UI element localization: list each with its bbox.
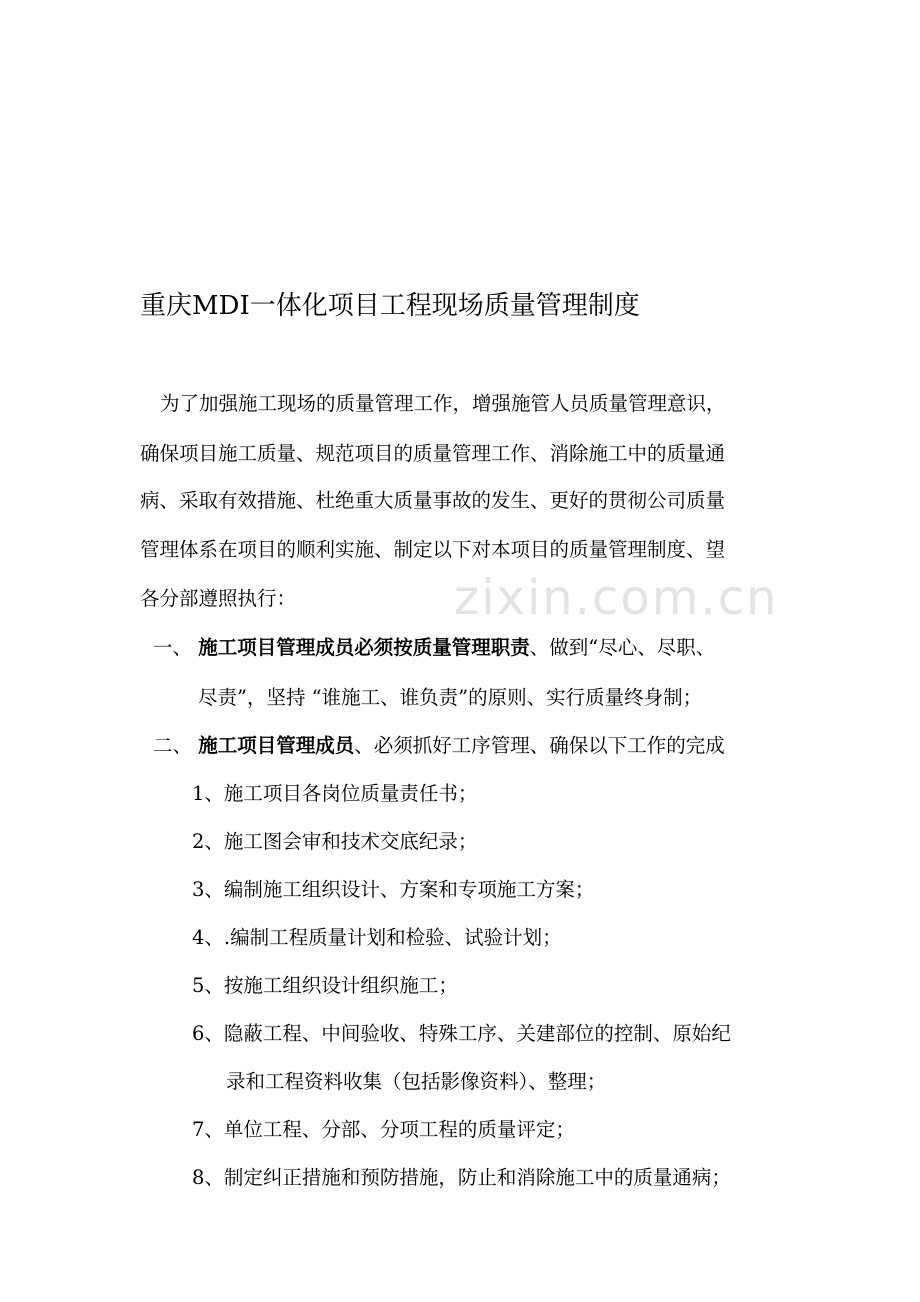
section-1-bold: 施工项目管理成员必须按质量管理职责 <box>198 636 530 659</box>
list-item-8: 8、制定纠正措施和预防措施，防止和消除施工中的质量通病； <box>192 1166 731 1189</box>
intro-line-2: 确保项目施工质量、规范项目的质量管理工作、消除施工中的质量通 <box>140 442 726 465</box>
section-2-number: 二、 <box>153 734 193 757</box>
list-item-4: 4、.编制工程质量计划和检验、试验计划； <box>192 926 562 949</box>
section-2 <box>153 730 725 758</box>
section-1-number: 一、 <box>153 636 193 659</box>
list-item-3: 3、编制施工组织设计、方案和专项施工方案； <box>192 878 595 901</box>
intro-line-5: 各分部遵照执行： <box>140 587 297 610</box>
list-item-5: 5、按施工组织设计组织施工； <box>192 974 458 997</box>
intro-line-4: 管理体系在项目的顺利实施、制定以下对本项目的质量管理制度、望 <box>140 538 726 561</box>
section-1 <box>153 632 715 660</box>
intro-line-3: 病、采取有效措施、杜绝重大质量事故的发生、更好的贯彻公司质量 <box>140 489 726 512</box>
section-1-continuation: 尽责”，坚持 “谁施工、谁负责”的原则、实行质量终身制； <box>198 686 703 709</box>
intro-line-1: 为了加强施工现场的质量管理工作，增强施管人员质量管理意识， <box>160 392 726 415</box>
watermark: zixin.com.cn <box>454 570 779 626</box>
list-item-1: 1、施工项目各岗位质量责任书； <box>192 782 478 805</box>
list-item-6-continuation: 录和工程资料收集（包括影像资料）、整理； <box>226 1070 607 1093</box>
list-item-6: 6、隐蔽工程、中间验收、特殊工序、关建部位的控制、原始纪 <box>192 1022 731 1045</box>
section-2-rest: 、必须抓好工序管理、确保以下工作的完成 <box>354 734 725 757</box>
section-1-rest: 、做到“尽心、尽职、 <box>529 636 716 659</box>
section-2-bold: 施工项目管理成员 <box>198 734 355 757</box>
document-title: 重庆MDI一体化项目工程现场质量管理制度 <box>140 291 640 321</box>
list-item-2: 2、施工图会审和技术交底纪录； <box>192 830 478 853</box>
list-item-7: 7、单位工程、分部、分项工程的质量评定； <box>192 1118 575 1141</box>
